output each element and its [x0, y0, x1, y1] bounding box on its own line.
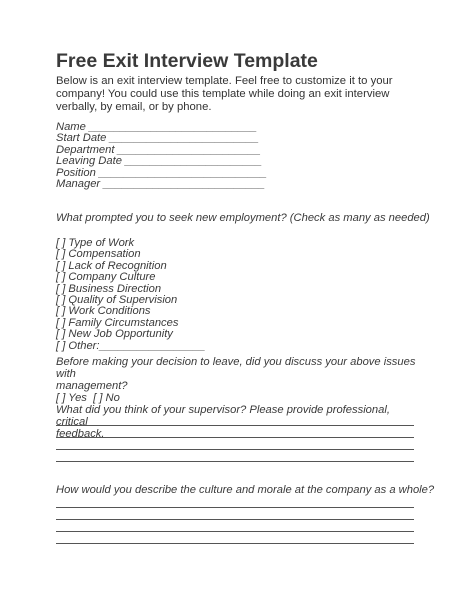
document-title: Free Exit Interview Template [56, 50, 318, 72]
start-date-field[interactable]: Start Date ________________________ [56, 132, 259, 145]
question-discuss-management-line-1: Before making your decision to leave, did you discuss your above issues with [56, 356, 416, 380]
position-field[interactable]: Position ___________________________ [56, 166, 267, 179]
reason-lack-of-recognition[interactable]: [ ] Lack of Recognition [56, 259, 167, 272]
question-culture-morale: How would you describe the culture and morale at the company as a whole? [56, 484, 435, 496]
department-field[interactable]: Department _______________________ [56, 143, 261, 156]
question-supervisor-line-1: What did you think of your supervisor? Please provide professional, critical [56, 404, 390, 428]
yes-no-options[interactable]: [ ] Yes [ ] No [56, 392, 120, 404]
leaving-date-field[interactable]: Leaving Date ______________________ [56, 155, 262, 168]
employee-fields [56, 122, 416, 190]
reason-family-circumstances[interactable]: [ ] Family Circumstances [56, 316, 179, 329]
manager-field[interactable]: Manager __________________________ [56, 178, 266, 191]
answer-line[interactable] [56, 461, 414, 462]
answer-line[interactable] [56, 425, 414, 426]
answer-line[interactable] [56, 507, 414, 508]
question-discuss-management-line-2: management? [56, 380, 128, 392]
answer-line[interactable] [56, 531, 414, 532]
question-block-management [56, 356, 416, 440]
reason-type-of-work[interactable]: [ ] Type of Work [56, 237, 135, 249]
reason-work-conditions[interactable]: [ ] Work Conditions [56, 305, 151, 318]
reason-new-job-opportunity[interactable]: [ ] New Job Opportunity [56, 328, 173, 341]
question-supervisor-line-2: feedback. [56, 428, 105, 440]
question-new-employment: What prompted you to seek new employment? (Check as many as needed) [56, 212, 430, 224]
answer-line[interactable] [56, 449, 414, 450]
answer-line[interactable] [56, 543, 414, 544]
answer-line[interactable] [56, 437, 414, 438]
answer-line[interactable] [56, 519, 414, 520]
reason-company-culture[interactable]: [ ] Company Culture [56, 271, 156, 284]
intro-paragraph: Below is an exit interview template. Feel free to customize it to your company! You could use this template while doing an exit interview verbally, by email, or by phone. [56, 75, 393, 114]
name-field[interactable]: Name ___________________________ [56, 121, 257, 133]
reason-compensation[interactable]: [ ] Compensation [56, 248, 141, 261]
reason-business-direction[interactable]: [ ] Business Direction [56, 282, 162, 295]
reasons-checklist [56, 238, 416, 352]
reason-other[interactable]: [ ] Other:_________________ [56, 339, 206, 352]
reason-quality-of-supervision[interactable]: [ ] Quality of Supervision [56, 294, 178, 307]
